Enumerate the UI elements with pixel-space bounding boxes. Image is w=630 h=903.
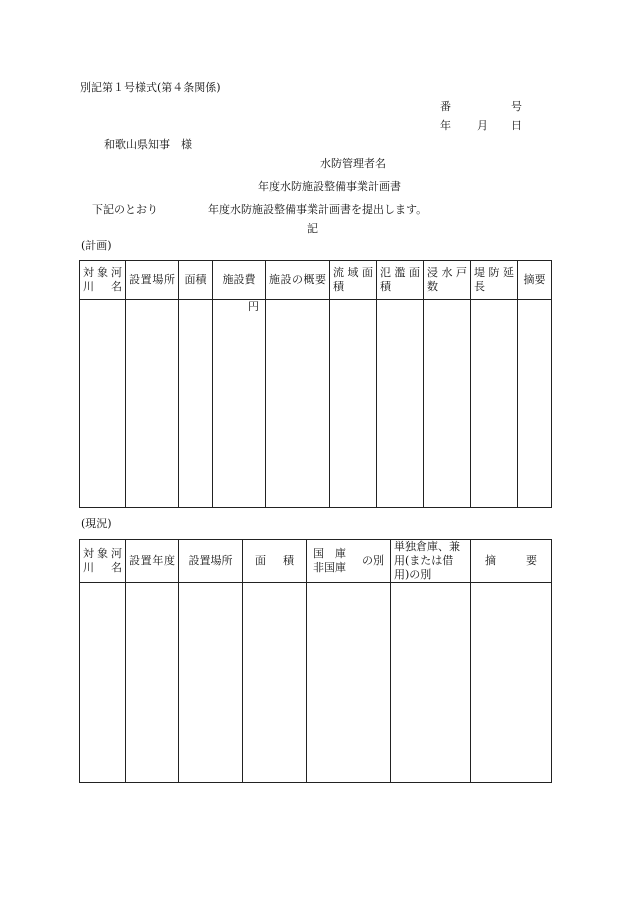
manager-name-label: 水防管理者名 [320, 157, 386, 170]
plan-cell [377, 300, 424, 508]
status-cell [307, 583, 391, 783]
plan-col-basin-area: 流域面積 [330, 261, 377, 300]
yen-unit: 円 [248, 300, 259, 313]
status-col-remarks [471, 540, 552, 583]
plan-col-location: 設置場所 [126, 261, 179, 300]
plan-cell [80, 300, 126, 508]
status-entry-row [80, 583, 552, 783]
plan-col-area: 面積 [179, 261, 213, 300]
plan-col-river: 対象河川名 [80, 261, 126, 300]
remarks-char-1: 摘 [485, 554, 496, 567]
area-char-2: 積 [283, 554, 294, 567]
addressee: 和歌山県知事 様 [104, 138, 192, 151]
status-cell [471, 583, 552, 783]
plan-col-remarks: 摘要 [518, 261, 552, 300]
status-col-location: 設置場所 [179, 540, 243, 583]
statement-prefix: 下記のとおり [92, 203, 158, 216]
non-kokko-label: 非国庫 [313, 561, 346, 574]
date-month: 月 [477, 119, 488, 132]
plan-col-levee-length: 堤防延長 [471, 261, 518, 300]
date-day: 日 [511, 119, 522, 132]
plan-col-flood-area: 氾濫面積 [377, 261, 424, 300]
status-section-label: (現況) [81, 517, 112, 530]
plan-table [79, 260, 552, 508]
plan-cell [424, 300, 471, 508]
number-label: 番 [440, 100, 451, 113]
form-number-title: 別記第１号様式(第４条関係) [80, 81, 221, 94]
status-col-river: 対象河川名 [80, 540, 126, 583]
kokko-distinction: の別 [362, 554, 384, 567]
plan-cell [330, 300, 377, 508]
date-year: 年 [440, 119, 451, 132]
plan-col-inundated-houses: 浸水戸数 [424, 261, 471, 300]
status-cell [391, 583, 471, 783]
plan-cell [179, 300, 213, 508]
status-col-national-treasury [307, 540, 391, 583]
plan-cell [518, 300, 552, 508]
number-suffix: 号 [511, 100, 522, 113]
status-table [79, 539, 552, 783]
ki-heading: 記 [307, 222, 318, 235]
statement-main: 年度水防施設整備事業計画書を提出します。 [208, 203, 428, 216]
status-cell [243, 583, 307, 783]
status-col-area [243, 540, 307, 583]
remarks-char-2: 要 [526, 554, 537, 567]
plan-col-cost: 施設費 [213, 261, 266, 300]
plan-cell [471, 300, 518, 508]
document-title: 年度水防施設整備事業計画書 [258, 180, 401, 193]
plan-col-summary: 施設の概要 [266, 261, 330, 300]
kokko-label: 国 庫 [313, 547, 346, 560]
status-cell [126, 583, 179, 783]
status-cell [179, 583, 243, 783]
status-cell [80, 583, 126, 783]
plan-entry-row [80, 300, 552, 508]
status-col-year: 設置年度 [126, 540, 179, 583]
plan-cost-cell [213, 300, 266, 508]
plan-cell [126, 300, 179, 508]
status-col-warehouse: 単独倉庫、兼用(または借用)の別 [391, 540, 471, 583]
plan-section-label: (計画) [81, 239, 112, 252]
plan-cell [266, 300, 330, 508]
area-char-1: 面 [255, 554, 266, 567]
